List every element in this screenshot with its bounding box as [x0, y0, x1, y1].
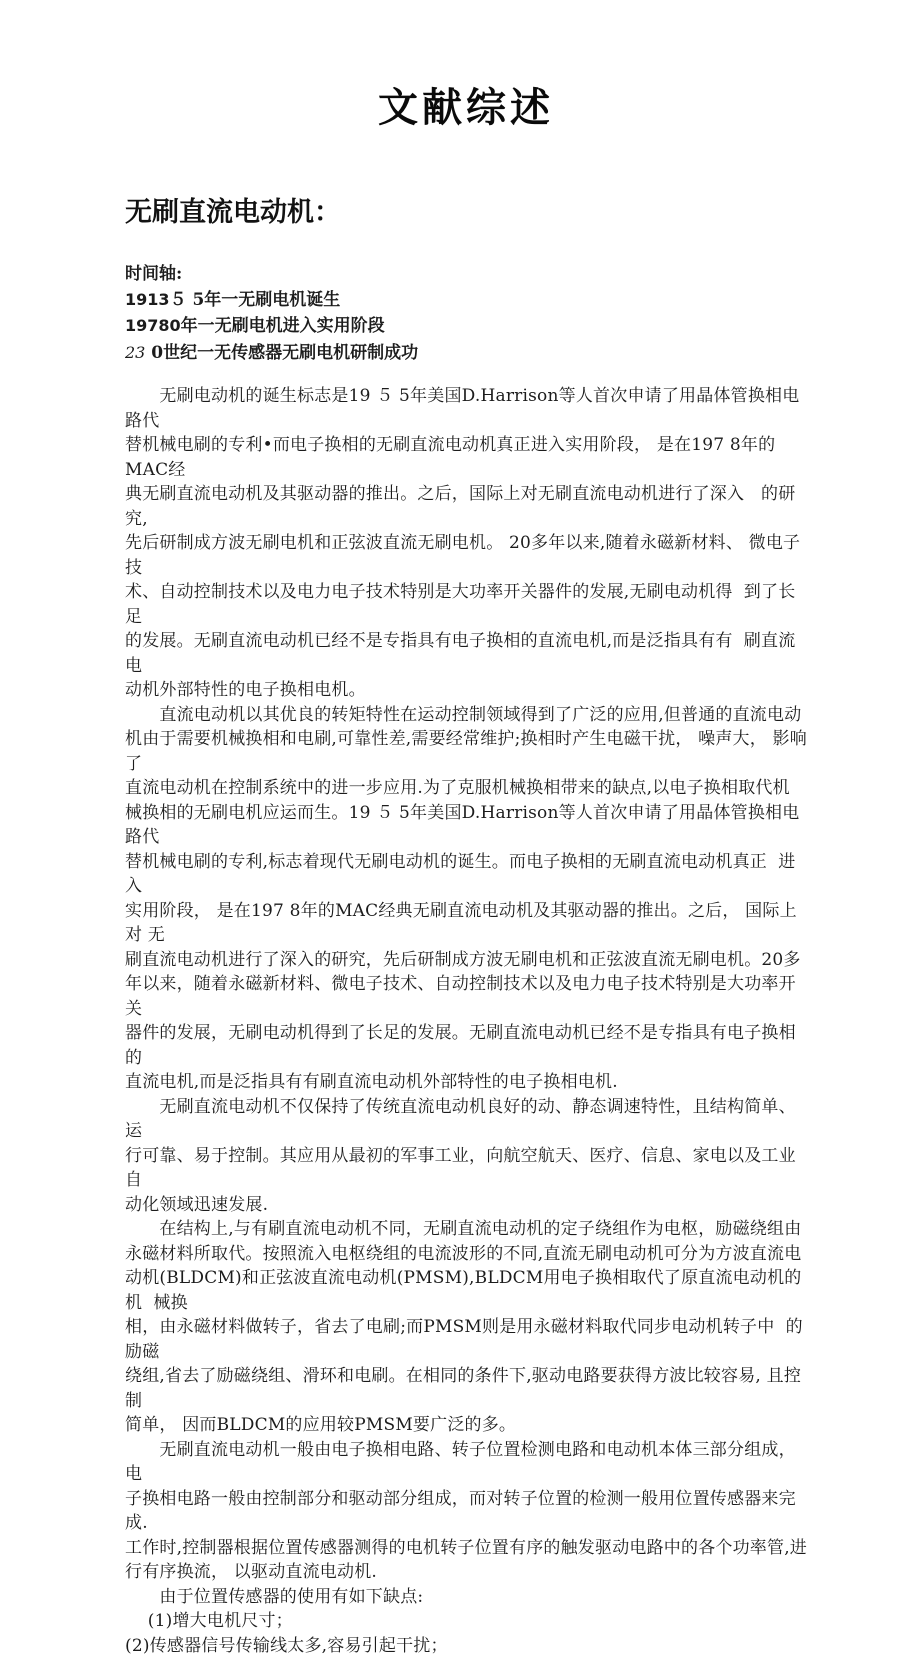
timeline-item	[125, 313, 807, 339]
paragraph-line: 直流电机,而是泛指具有有刷直流电动机外部特性的电子换相电机.	[125, 1072, 618, 1093]
paragraph-line: 器件的发展，无刷电动机得到了长足的发展。无刷直流电动机已经不是专指具有电子换相的	[125, 1023, 796, 1068]
paragraph	[125, 384, 807, 703]
paragraph	[125, 1585, 807, 1658]
paragraph-line: 简单， 因而BLDCM的应用较PMSM要广泛的多。	[125, 1415, 517, 1436]
timeline-item-number: 1913	[125, 290, 170, 309]
paragraph-line: 机由于需要机械换相和电刷,可靠性差,需要经常维护;换相时产生电磁干扰， 噪声大， 影响了	[125, 729, 807, 774]
timeline-item-text: 0世纪一无传感器无刷电机研制成功	[145, 342, 419, 363]
paragraph-line: 行有序换流， 以驱动直流电动机.	[125, 1562, 378, 1583]
paragraph	[125, 1217, 807, 1438]
paragraph-line: 术、自动控制技术以及电力电子技术特别是大功率开关器件的发展,无刷电动机得 到了长足	[125, 582, 796, 627]
paragraph	[125, 1438, 807, 1585]
timeline-item-text: 年一无刷电机进入实用阶段	[180, 316, 385, 337]
paragraph-line: (1)增大电机尺寸；	[125, 1611, 293, 1632]
document-title: 文献综述	[378, 84, 554, 131]
document-body	[125, 384, 807, 1658]
paragraph-line: 相，由永磁材料做转子，省去了电刷;而PMSM则是用永磁材料取代同步电动机转子中 的励磁	[125, 1317, 803, 1362]
timeline-item-text: ５ 5年一无刷电机诞生	[169, 290, 341, 310]
timeline-block	[125, 262, 807, 366]
paragraph-line: 永磁材料所取代。按照流入电枢绕组的电流波形的不同,直流无刷电动机可分为方波直流电	[125, 1243, 802, 1264]
section-heading: 无刷直流电动机：	[125, 197, 341, 228]
paragraph-line: 工作时,控制器根据位置传感器测得的电机转子位置有序的触发驱动电路中的各个功率管,进	[125, 1537, 808, 1558]
paragraph-line: 行可靠、易于控制。其应用从最初的军事工业，向航空航天、医疗、信息、家电以及工业自	[125, 1145, 796, 1191]
timeline-item-number: 19780	[125, 316, 181, 336]
timeline-item	[125, 340, 807, 366]
timeline-heading: 时间轴:	[125, 264, 183, 284]
paragraph	[125, 703, 807, 1095]
timeline-item-number: 23	[125, 342, 146, 362]
paragraph-line: 刷直流电动机进行了深入的研究，先后研制成方波无刷电机和正弦波直流无刷电机。20多	[125, 949, 801, 970]
timeline-item	[125, 287, 807, 313]
paragraph-line: 无刷直流电动机不仅保持了传统直流电动机良好的动、静态调速特性，且结构简单、运	[125, 1096, 796, 1142]
paragraph-line: 械换相的无刷电机应运而生。19 ５ 5年美国D.Harrison等人首次申请了用晶体管换相电 路代	[125, 802, 806, 848]
paragraph-line: 直流电动机以其优良的转矩特性在运动控制领域得到了广泛的应用,但普通的直流电动	[125, 704, 802, 725]
document-content	[125, 0, 807, 1658]
paragraph-line: 直流电动机在控制系统中的进一步应用.为了克服机械换相带来的缺点,以电子换相取代机	[125, 778, 790, 799]
paragraph-line: 动机(BLDCM)和正弦波直流电动机(PMSM),BLDCM用电子换相取代了原直流电动机的机 械换	[125, 1268, 802, 1313]
timeline-items	[125, 287, 807, 366]
paragraph-line: 典无刷直流电动机及其驱动器的推出。之后，国际上对无刷直流电动机进行了深入 的研究,	[125, 484, 796, 529]
paragraph-line: (2)传感器信号传输线太多,容易引起干扰；	[125, 1635, 448, 1656]
paragraph-line: 先后研制成方波无刷电机和正弦波直流无刷电机。 20多年以来,随着永磁新材料、 微电子技	[125, 533, 801, 578]
paragraph-line: 无刷电动机的诞生标志是19 ５ 5年美国D.Harrison等人首次申请了用晶体管换相电 路代	[125, 386, 806, 431]
paragraph-line: 年以来，随着永磁新材料、微电子技术、自动控制技术以及电力电子技术特别是大功率开关	[125, 974, 796, 1019]
paragraph-line: 替机械电刷的专利•而电子换相的无刷直流电动机真正进入实用阶段， 是在197 8年的 MAC经	[125, 435, 787, 480]
paragraph-line: 绕组,省去了励磁绕组、滑环和电刷。在相同的条件下,驱动电路要获得方波比较容易, 且控制	[125, 1366, 802, 1411]
paragraph-line: 实用阶段， 是在197 8年的MAC经典无刷直流电动机及其驱动器的推出。之后， 国际上对 无	[125, 900, 797, 946]
paragraph-line: 动机外部特性的电子换相电机。	[125, 680, 366, 701]
paragraph-line: 替机械电刷的专利,标志着现代无刷电动机的诞生。而电子换相的无刷直流电动机真正 进入	[125, 851, 796, 897]
paragraph-line: 无刷直流电动机一般由电子换相电路、转子位置检测电路和电动机本体三部分组成，电	[125, 1439, 796, 1485]
paragraph	[125, 1095, 807, 1218]
paragraph-line: 动化领域迅速发展.	[125, 1194, 269, 1215]
paragraph-line: 的发展。无刷直流电动机已经不是专指具有电子换相的直流电机,而是泛指具有有 刷直流电	[125, 631, 796, 676]
paragraph-line: 在结构上,与有刷直流电动机不同，无刷直流电动机的定子绕组作为电枢，励磁绕组由	[125, 1219, 802, 1240]
paragraph-line: 由于位置传感器的使用有如下缺点:	[125, 1586, 424, 1607]
paragraph-line: 子换相电路一般由控制部分和驱动部分组成，而对转子位置的检测一般用位置传感器来完成.	[125, 1488, 796, 1534]
